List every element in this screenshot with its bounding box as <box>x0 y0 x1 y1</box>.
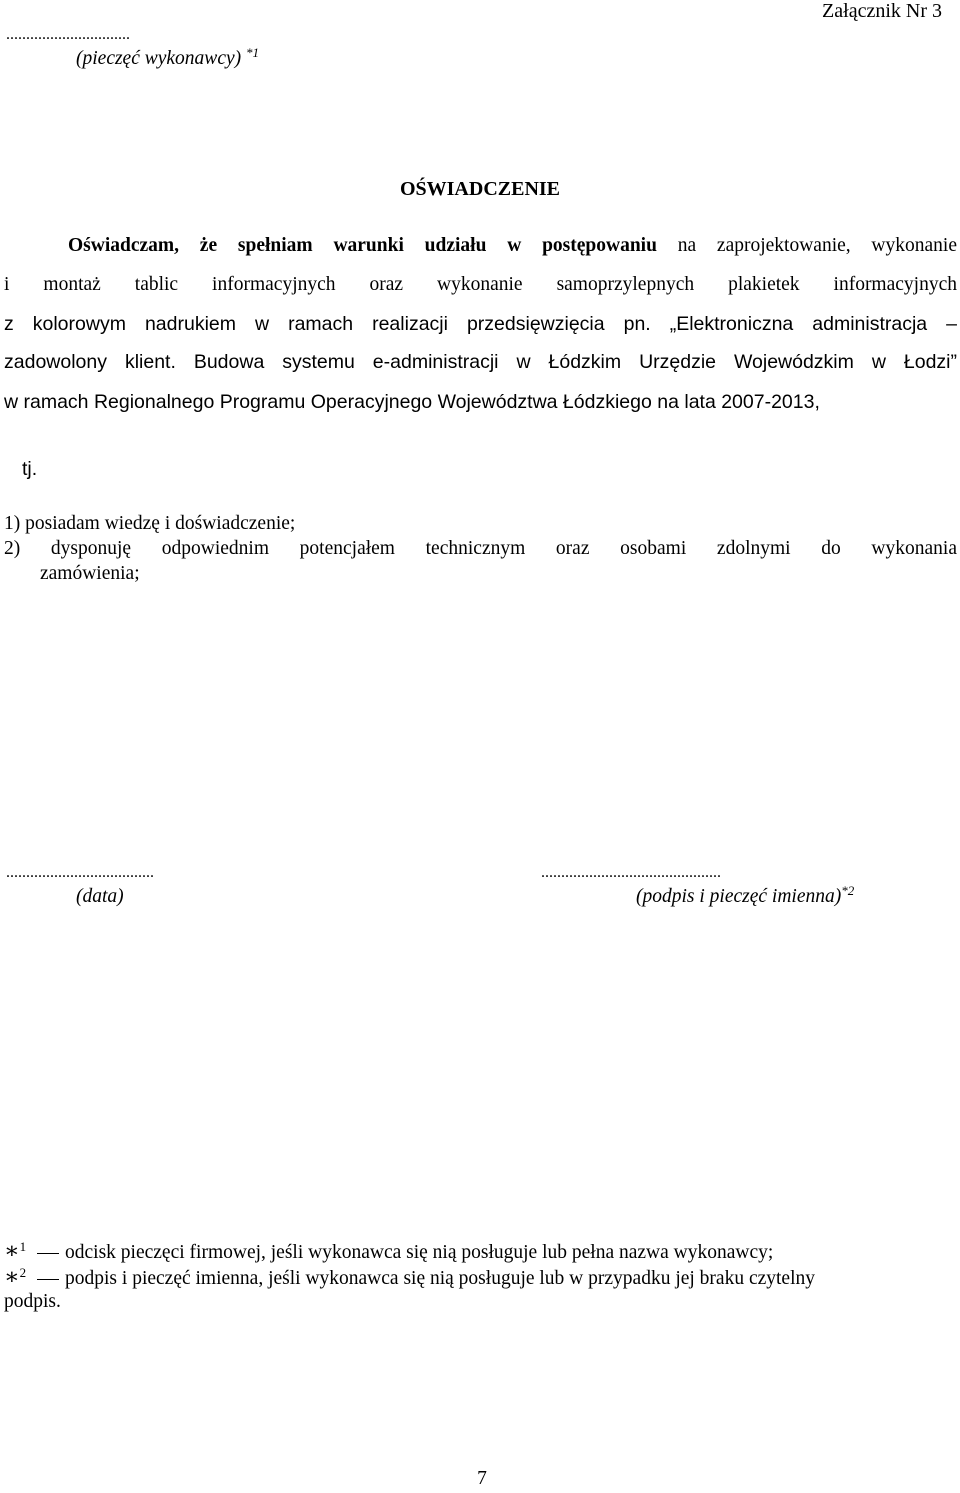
footnote-text: podpis i pieczęć imienna, jeśli wykonawca się nią posługuje lub w przypadku jej braku czytelny <box>65 1268 816 1289</box>
footnote-asterisk-icon: ∗ <box>4 1238 20 1263</box>
footnote-dash <box>37 1253 59 1254</box>
statement-line-3: z kolorowym nadrukiem w ramach realizacji przedsięwzięcia pn. „Elektroniczna administracja – <box>4 313 957 335</box>
statement-tj: tj. <box>22 458 38 480</box>
signature-caption-text: (podpis i pieczęć imienna) <box>636 886 842 907</box>
statement-line-1 <box>68 235 957 257</box>
stamp-footnote-ref: *1 <box>246 45 259 60</box>
condition-item: 1) posiadam wiedzę i doświadczenie; <box>4 513 296 534</box>
condition-item-continuation: zamówienia; <box>40 563 140 584</box>
date-dots: ..................................... <box>6 864 154 881</box>
statement-lead-bold: Oświadczam, że spełniam warunki udziału w postępowaniu <box>68 235 657 256</box>
statement-lead-rest: na zaprojektowanie, wykonanie <box>656 235 957 256</box>
footnote-1 <box>4 1238 773 1264</box>
stamp-caption <box>76 45 259 70</box>
condition-item: 2) dysponuję odpowiednim potencjałem technicznym oraz osobami zdolnymi do wykonania <box>4 538 957 559</box>
statement-line-4: zadowolony klient. Budowa systemu e-administracji w Łódzkim Urzędzie Wojewódzkim w Łodzi” <box>4 351 957 373</box>
signature-footnote-ref: *2 <box>841 883 855 898</box>
page-number: 7 <box>477 1468 487 1489</box>
statement-line-5: w ramach Regionalnego Programu Operacyjnego Województwa Łódzkiego na lata 2007-2013, <box>4 391 820 413</box>
stamp-caption-text: (pieczęć wykonawcy) <box>76 48 242 69</box>
signature-caption <box>636 883 855 908</box>
footnote-2-continuation: podpis. <box>4 1291 61 1312</box>
footnote-number: 1 <box>19 1239 27 1254</box>
footnote-asterisk-icon: ∗ <box>4 1264 20 1289</box>
footnote-2 <box>4 1264 815 1290</box>
date-caption: (data) <box>76 886 124 907</box>
footnote-dash <box>37 1279 59 1280</box>
signature-dots: ............................................. <box>541 864 721 881</box>
attachment-label: Załącznik Nr 3 <box>822 0 942 22</box>
footnote-number: 2 <box>19 1265 27 1280</box>
stamp-dots: ............................... <box>6 26 130 43</box>
document-title: OŚWIADCZENIE <box>399 178 561 200</box>
statement-line-2: i montaż tablic informacyjnych oraz wykonanie samoprzylepnych plakietek informacyjnych <box>4 274 957 295</box>
footnote-text: odcisk pieczęci firmowej, jeśli wykonawca się nią posługuje lub pełna nazwa wykonawcy; <box>65 1242 774 1263</box>
